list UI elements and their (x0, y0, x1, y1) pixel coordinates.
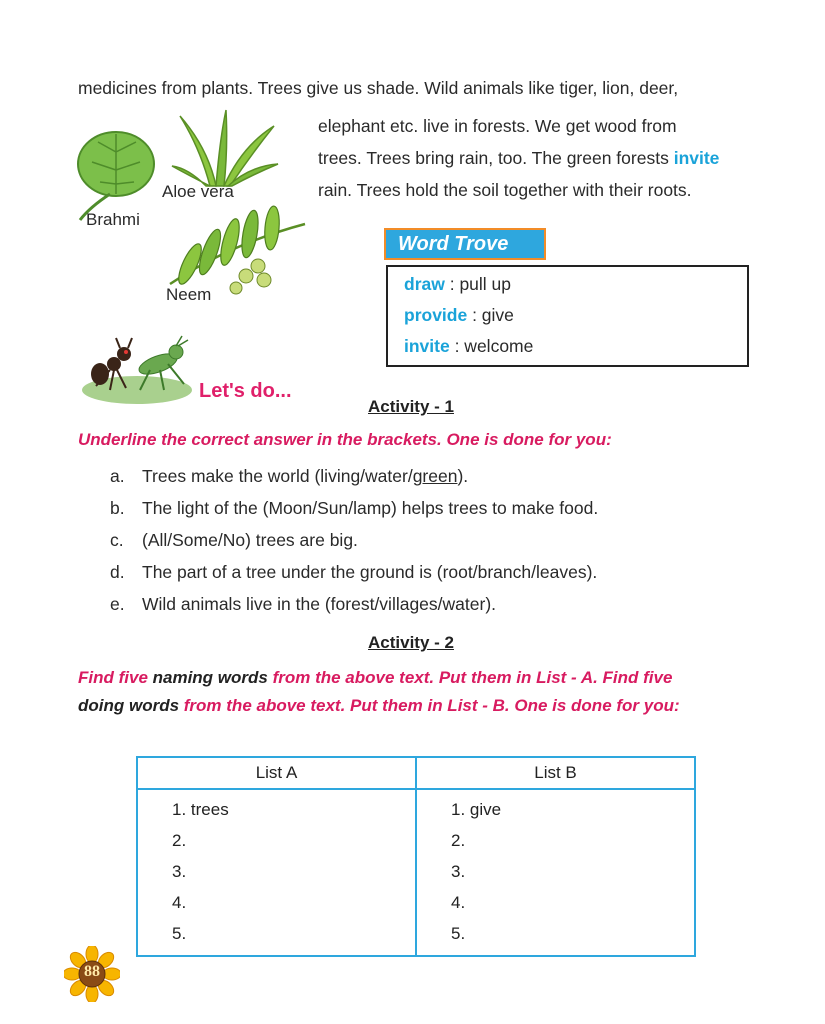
word-trove-heading: Word Trove (384, 228, 546, 260)
list-b-column (416, 789, 695, 956)
aloe-vera-illustration (170, 108, 280, 188)
trove-entry (404, 336, 533, 357)
ant-grasshopper-illustration (80, 334, 195, 406)
word-trove-box (386, 265, 749, 367)
item-letter: b. (110, 498, 125, 518)
page-number-badge (64, 946, 120, 1002)
activity-1-title: Activity - 1 (368, 397, 454, 416)
neem-label: Neem (166, 285, 212, 304)
item-letter: e. (110, 594, 125, 614)
table-header-row (137, 757, 695, 789)
list-b-item[interactable]: 3. (451, 862, 466, 881)
activity-2-instruction-line-2 (78, 696, 680, 716)
item-text: Trees make the world (living/water/ (142, 466, 413, 486)
item-text: (All/Some/No) trees are big. (142, 530, 358, 550)
trove-word: provide (404, 305, 468, 325)
aloe-vera-label: Aloe vera (162, 182, 234, 201)
list-a-item[interactable]: 2. (172, 831, 187, 850)
item-answer-underlined: green (412, 466, 458, 486)
page-number: 88 (84, 963, 100, 980)
trove-entry (404, 305, 514, 326)
activity-2-instruction-line-1 (78, 668, 672, 688)
instr-part: Find five (78, 668, 153, 687)
keyword-invite: invite (673, 148, 720, 168)
item-letter: d. (110, 562, 125, 582)
lists-table (136, 756, 696, 957)
intro-line-3 (318, 142, 719, 174)
item-text: The part of a tree under the ground is (root/branch/leaves). (142, 562, 598, 582)
brahmi-label: Brahmi (86, 210, 140, 229)
trove-word: invite (404, 336, 450, 356)
brahmi-leaf-illustration (70, 122, 160, 222)
item-letter: c. (110, 530, 124, 550)
item-text: The light of the (Moon/Sun/lamp) helps trees to make food. (142, 498, 599, 518)
list-b-item[interactable]: 5. (451, 924, 466, 943)
intro-line-2: elephant etc. live in forests. We get wood from (318, 116, 677, 136)
list-a-item[interactable]: 3. (172, 862, 187, 881)
activity-2-title: Activity - 2 (368, 633, 454, 652)
list-a-header: List A (137, 757, 416, 789)
intro-line-4: rain. Trees hold the soil together with their roots. (318, 180, 692, 200)
trove-meaning: : give (467, 305, 514, 325)
activity-1-item (110, 466, 468, 487)
list-b-item: 1. give (451, 800, 502, 819)
list-b-header: List B (416, 757, 695, 789)
activity-1-item (110, 562, 597, 583)
item-letter: a. (110, 466, 125, 486)
trove-word: draw (404, 274, 445, 294)
table-body-row (137, 789, 695, 956)
list-a-column (137, 789, 416, 956)
instr-naming-words: naming words (152, 668, 268, 687)
item-text-end: ). (457, 466, 469, 486)
activity-1-instruction: Underline the correct answer in the brackets. One is done for you: (78, 430, 612, 449)
item-text: Wild animals live in the (forest/villages/water). (142, 594, 497, 614)
intro-line-1: medicines from plants. Trees give us shade. Wild animals like tiger, lion, deer, (78, 78, 679, 98)
instr-part: from the above text. Put them in List - A. Find five (267, 668, 673, 687)
intro-line-3-text: trees. Trees bring rain, too. The green forests (318, 148, 674, 168)
list-a-item[interactable]: 5. (172, 924, 187, 943)
activity-1-item (110, 594, 496, 615)
lets-do-heading: Let's do... (199, 380, 292, 402)
list-b-item[interactable]: 2. (451, 831, 466, 850)
activity-1-item (110, 530, 358, 551)
trove-entry (404, 274, 511, 295)
list-a-item: 1. trees (172, 800, 229, 819)
instr-doing-words: doing words (78, 696, 180, 715)
trove-meaning: : pull up (444, 274, 512, 294)
list-b-item[interactable]: 4. (451, 893, 466, 912)
activity-1-item (110, 498, 598, 519)
list-a-item[interactable]: 4. (172, 893, 187, 912)
trove-meaning: : welcome (449, 336, 534, 356)
instr-part: from the above text. Put them in List - B. One is done for you: (179, 696, 680, 715)
